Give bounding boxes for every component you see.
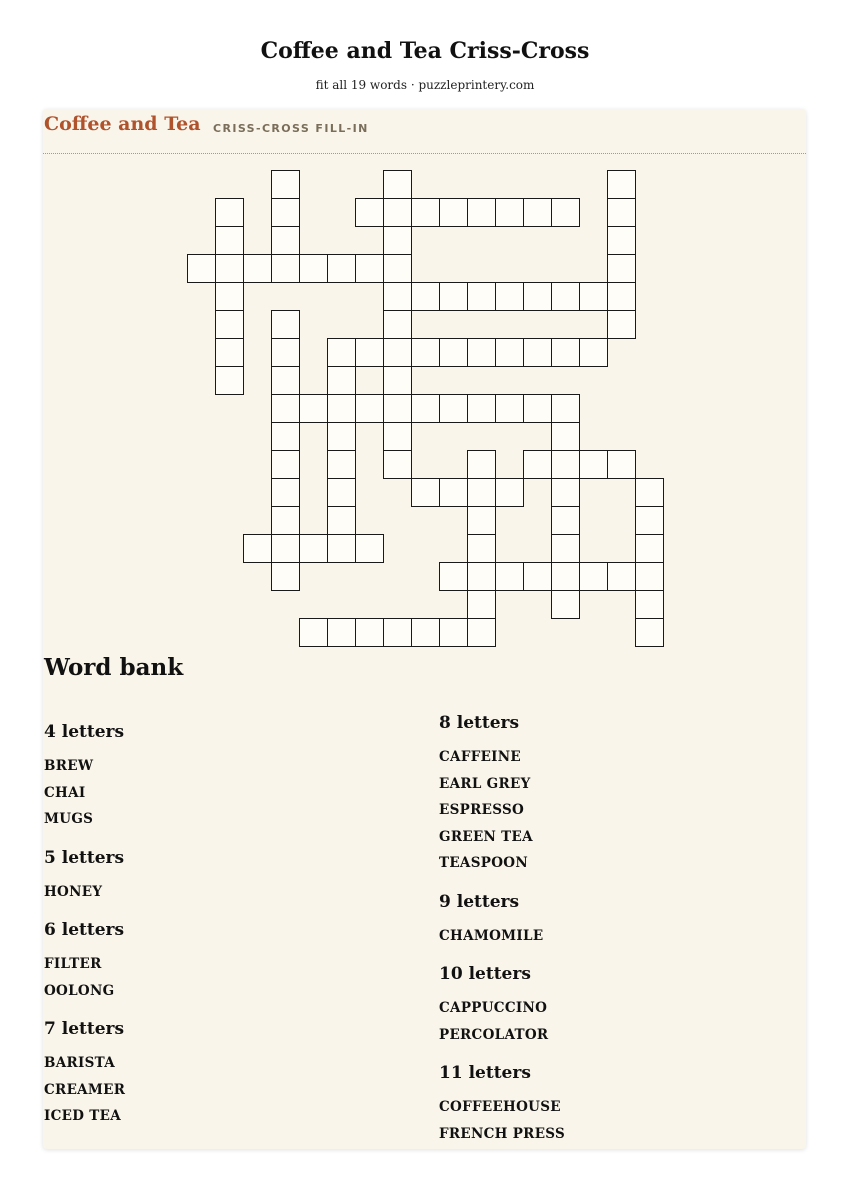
grid-cell[interactable] bbox=[524, 451, 552, 479]
grid-cell[interactable] bbox=[440, 199, 468, 227]
grid-cell[interactable] bbox=[496, 395, 524, 423]
word-bank-item: FRENCH PRESS bbox=[439, 1125, 566, 1142]
page-title: Coffee and Tea Criss-Cross bbox=[260, 38, 590, 64]
grid-cell[interactable] bbox=[636, 563, 664, 591]
grid-cell[interactable] bbox=[272, 451, 300, 479]
grid-cell[interactable] bbox=[524, 283, 552, 311]
grid-cell[interactable] bbox=[496, 563, 524, 591]
grid-cell[interactable] bbox=[356, 619, 384, 647]
grid-cell[interactable] bbox=[328, 367, 356, 395]
word-bank-item: PERCOLATOR bbox=[439, 1026, 549, 1043]
grid-cell[interactable] bbox=[300, 619, 328, 647]
grid-cell[interactable] bbox=[608, 199, 636, 227]
grid-cell[interactable] bbox=[384, 199, 412, 227]
grid-cell[interactable] bbox=[552, 339, 580, 367]
grid-cell[interactable] bbox=[328, 479, 356, 507]
grid-cell[interactable] bbox=[384, 283, 412, 311]
grid-cell[interactable] bbox=[384, 451, 412, 479]
grid-cell[interactable] bbox=[356, 199, 384, 227]
grid-cell[interactable] bbox=[272, 563, 300, 591]
word-bank-title: Word bank bbox=[44, 654, 184, 681]
grid-cell[interactable] bbox=[356, 339, 384, 367]
grid-cell[interactable] bbox=[328, 339, 356, 367]
grid-cell[interactable] bbox=[272, 227, 300, 255]
grid-cell[interactable] bbox=[636, 619, 664, 647]
grid-cell[interactable] bbox=[272, 395, 300, 423]
grid-cell[interactable] bbox=[552, 591, 580, 619]
grid-cell[interactable] bbox=[524, 395, 552, 423]
grid-cell[interactable] bbox=[272, 479, 300, 507]
grid-cell[interactable] bbox=[496, 339, 524, 367]
grid-cell[interactable] bbox=[216, 283, 244, 311]
grid-cell[interactable] bbox=[524, 199, 552, 227]
word-bank-item: CAFFEINE bbox=[439, 749, 522, 765]
word-bank-item: COFFEEHOUSE bbox=[439, 1099, 561, 1115]
word-bank-item: GREEN TEA bbox=[439, 828, 533, 845]
grid-cell[interactable] bbox=[440, 479, 468, 507]
grid-cell[interactable] bbox=[468, 199, 496, 227]
grid-cell[interactable] bbox=[384, 171, 412, 199]
word-bank-item: TEASPOON bbox=[439, 855, 528, 871]
word-group-heading: 7 letters bbox=[44, 1019, 125, 1039]
word-bank-item: ICED TEA bbox=[44, 1108, 121, 1124]
grid-cell[interactable] bbox=[636, 479, 664, 507]
grid-cell[interactable] bbox=[272, 535, 300, 563]
page-subtitle: fit all 19 words · puzzleprintery.com bbox=[315, 78, 535, 92]
grid-cell[interactable] bbox=[328, 507, 356, 535]
grid-cell[interactable] bbox=[328, 423, 356, 451]
grid-cell[interactable] bbox=[468, 591, 496, 619]
grid-cell[interactable] bbox=[468, 339, 496, 367]
grid-cell[interactable] bbox=[636, 591, 664, 619]
grid-cell[interactable] bbox=[328, 619, 356, 647]
grid-cell[interactable] bbox=[384, 255, 412, 283]
grid-cell[interactable] bbox=[608, 227, 636, 255]
grid-cell[interactable] bbox=[300, 255, 328, 283]
grid-cell[interactable] bbox=[580, 339, 608, 367]
word-bank-item: OOLONG bbox=[44, 982, 115, 999]
grid-cell[interactable] bbox=[384, 423, 412, 451]
grid-cell[interactable] bbox=[412, 283, 440, 311]
grid-cell[interactable] bbox=[440, 619, 468, 647]
grid-cell[interactable] bbox=[468, 563, 496, 591]
grid-cell[interactable] bbox=[468, 619, 496, 647]
grid-cell[interactable] bbox=[580, 451, 608, 479]
grid-cell[interactable] bbox=[552, 395, 580, 423]
grid-cell[interactable] bbox=[272, 423, 300, 451]
grid-cell[interactable] bbox=[412, 395, 440, 423]
word-bank-item: ESPRESSO bbox=[439, 802, 525, 818]
grid-cell[interactable] bbox=[384, 395, 412, 423]
grid-cell[interactable] bbox=[328, 255, 356, 283]
grid-cell[interactable] bbox=[552, 479, 580, 507]
grid-cell[interactable] bbox=[552, 507, 580, 535]
grid-cell[interactable] bbox=[412, 619, 440, 647]
grid-cell[interactable] bbox=[328, 535, 356, 563]
grid-cell[interactable] bbox=[188, 255, 216, 283]
word-bank-item: MUGS bbox=[44, 811, 94, 827]
grid-cell[interactable] bbox=[580, 283, 608, 311]
word-bank-item: BREW bbox=[44, 758, 94, 774]
grid-cell[interactable] bbox=[244, 255, 272, 283]
grid-cell[interactable] bbox=[216, 367, 244, 395]
grid-cell[interactable] bbox=[524, 563, 552, 591]
grid-cell[interactable] bbox=[468, 283, 496, 311]
grid-cell[interactable] bbox=[468, 507, 496, 535]
grid-cell[interactable] bbox=[608, 171, 636, 199]
grid-cell[interactable] bbox=[440, 339, 468, 367]
grid-cell[interactable] bbox=[272, 171, 300, 199]
grid-cell[interactable] bbox=[440, 283, 468, 311]
word-bank-item: CAPPUCCINO bbox=[439, 1000, 548, 1016]
grid-cell[interactable] bbox=[608, 451, 636, 479]
word-group-heading: 9 letters bbox=[439, 891, 520, 912]
word-group-heading: 6 letters bbox=[44, 920, 125, 940]
grid-cell[interactable] bbox=[468, 451, 496, 479]
word-group-heading: 10 letters bbox=[439, 964, 531, 984]
grid-cell[interactable] bbox=[272, 367, 300, 395]
grid-cell[interactable] bbox=[608, 311, 636, 339]
grid-cell[interactable] bbox=[300, 535, 328, 563]
grid-cell[interactable] bbox=[552, 283, 580, 311]
grid-cell[interactable] bbox=[328, 395, 356, 423]
grid-cell[interactable] bbox=[216, 339, 244, 367]
word-bank-item: FILTER bbox=[44, 956, 102, 972]
grid-cell[interactable] bbox=[216, 311, 244, 339]
grid-cell[interactable] bbox=[272, 199, 300, 227]
grid-cell[interactable] bbox=[608, 563, 636, 591]
word-group-heading: 5 letters bbox=[44, 847, 125, 868]
grid-cell[interactable] bbox=[636, 507, 664, 535]
grid-cell[interactable] bbox=[440, 563, 468, 591]
word-bank-item: CHAI bbox=[44, 784, 86, 801]
grid-cell[interactable] bbox=[468, 479, 496, 507]
grid-cell[interactable] bbox=[216, 227, 244, 255]
grid-cell[interactable] bbox=[552, 563, 580, 591]
grid-cell[interactable] bbox=[496, 199, 524, 227]
grid-cell[interactable] bbox=[608, 255, 636, 283]
grid-cell[interactable] bbox=[328, 451, 356, 479]
grid-cell[interactable] bbox=[356, 395, 384, 423]
grid-cell[interactable] bbox=[384, 367, 412, 395]
word-bank-item: HONEY bbox=[44, 883, 103, 900]
grid-cell[interactable] bbox=[300, 395, 328, 423]
grid-cell[interactable] bbox=[272, 507, 300, 535]
word-group-heading: 11 letters bbox=[439, 1063, 531, 1083]
grid-cell[interactable] bbox=[552, 423, 580, 451]
grid-cell[interactable] bbox=[440, 395, 468, 423]
grid-cell[interactable] bbox=[244, 535, 272, 563]
grid-cell[interactable] bbox=[384, 311, 412, 339]
word-group-heading: 8 letters bbox=[439, 713, 520, 733]
grid-cell[interactable] bbox=[524, 339, 552, 367]
grid-cell[interactable] bbox=[384, 227, 412, 255]
card-title: Coffee and Tea bbox=[44, 113, 201, 135]
word-group-heading: 4 letters bbox=[44, 722, 125, 742]
grid-cell[interactable] bbox=[580, 563, 608, 591]
grid-cell[interactable] bbox=[272, 339, 300, 367]
grid-cell[interactable] bbox=[272, 255, 300, 283]
grid-cell[interactable] bbox=[496, 479, 524, 507]
grid-cell[interactable] bbox=[552, 451, 580, 479]
word-bank-item: CHAMOMILE bbox=[439, 927, 544, 944]
word-bank-item: CREAMER bbox=[44, 1081, 126, 1098]
grid-cell[interactable] bbox=[468, 535, 496, 563]
word-bank-item: BARISTA bbox=[44, 1055, 116, 1071]
grid-cell[interactable] bbox=[356, 255, 384, 283]
grid-cell[interactable] bbox=[412, 339, 440, 367]
word-bank-item: EARL GREY bbox=[439, 775, 531, 792]
grid-cell[interactable] bbox=[636, 535, 664, 563]
grid-cell[interactable] bbox=[552, 199, 580, 227]
grid-cell[interactable] bbox=[608, 283, 636, 311]
grid-cell[interactable] bbox=[552, 535, 580, 563]
grid-cell[interactable] bbox=[384, 619, 412, 647]
grid-cell[interactable] bbox=[272, 311, 300, 339]
grid-cell[interactable] bbox=[496, 283, 524, 311]
grid-cell[interactable] bbox=[468, 395, 496, 423]
grid-cell[interactable] bbox=[384, 339, 412, 367]
grid-cell[interactable] bbox=[412, 479, 440, 507]
grid-cell[interactable] bbox=[216, 199, 244, 227]
grid-cell[interactable] bbox=[412, 199, 440, 227]
card-kicker: CRISS-CROSS FILL-IN bbox=[213, 122, 369, 135]
grid-cell[interactable] bbox=[216, 255, 244, 283]
grid-cell[interactable] bbox=[356, 535, 384, 563]
